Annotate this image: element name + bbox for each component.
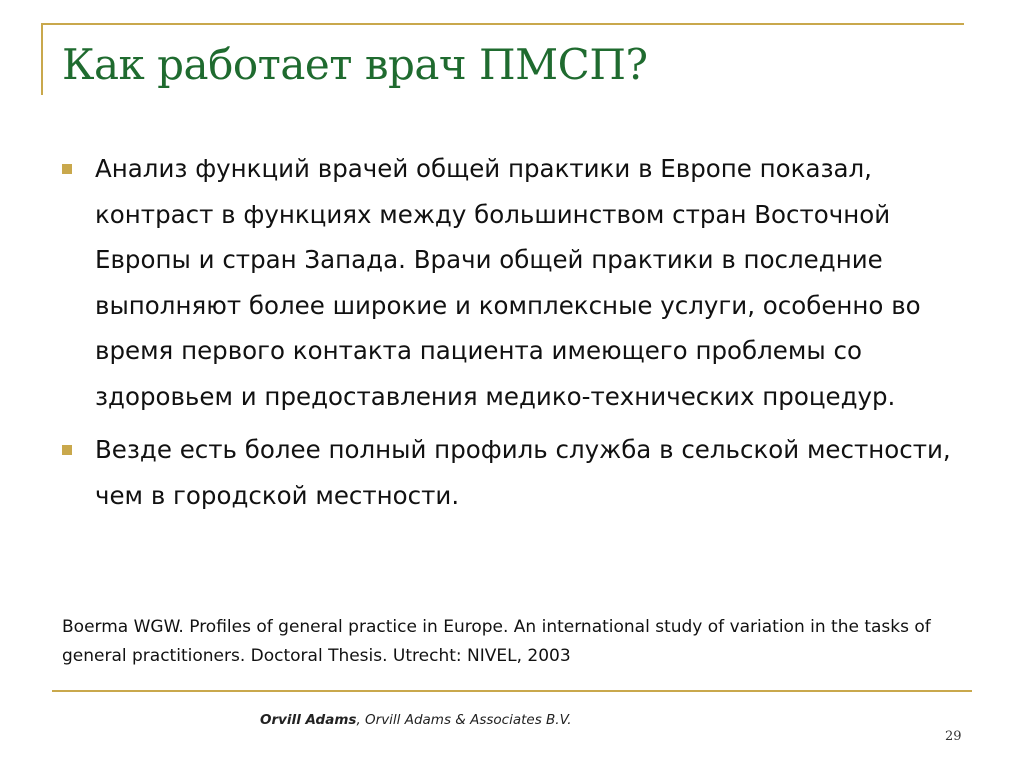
- page-number: 29: [945, 729, 962, 744]
- bullet-text: Везде есть более полный профиль служба в сельской местности, чем в городской местности.: [95, 435, 951, 510]
- bullet-item: [60, 146, 960, 419]
- bullet-text: Анализ функций врачей общей практики в Европе показал, контраст в функциях между большинством стран Восточной Европы и стран Запада. Врачи общей практики в последние выполняют более широкие и комплексные услуги, особенно во время первого контакта пациента имеющего проблемы со здоровьем и предоставления медико-технических процедур.: [95, 154, 921, 411]
- square-bullet-icon: [62, 445, 72, 455]
- citation-reference: Boerma WGW. Profiles of general practice in Europe. An international study of variation in the tasks of general practitioners. Doctoral Thesis. Utrecht: NIVEL, 2003: [62, 617, 931, 666]
- title-accent-vertical-line: [41, 23, 43, 95]
- footer-author-company: , Orvill Adams & Associates B.V.: [356, 712, 572, 728]
- bullet-item: [60, 427, 960, 518]
- slide-title: Как работает врач ПМСП?: [62, 40, 648, 89]
- footer-author-name: Orvill Adams: [260, 712, 357, 728]
- bullet-list: [60, 146, 960, 526]
- footer-author: [260, 712, 572, 728]
- footer-divider: [52, 690, 972, 692]
- title-accent-horizontal-line: [41, 23, 964, 25]
- square-bullet-icon: [62, 164, 72, 174]
